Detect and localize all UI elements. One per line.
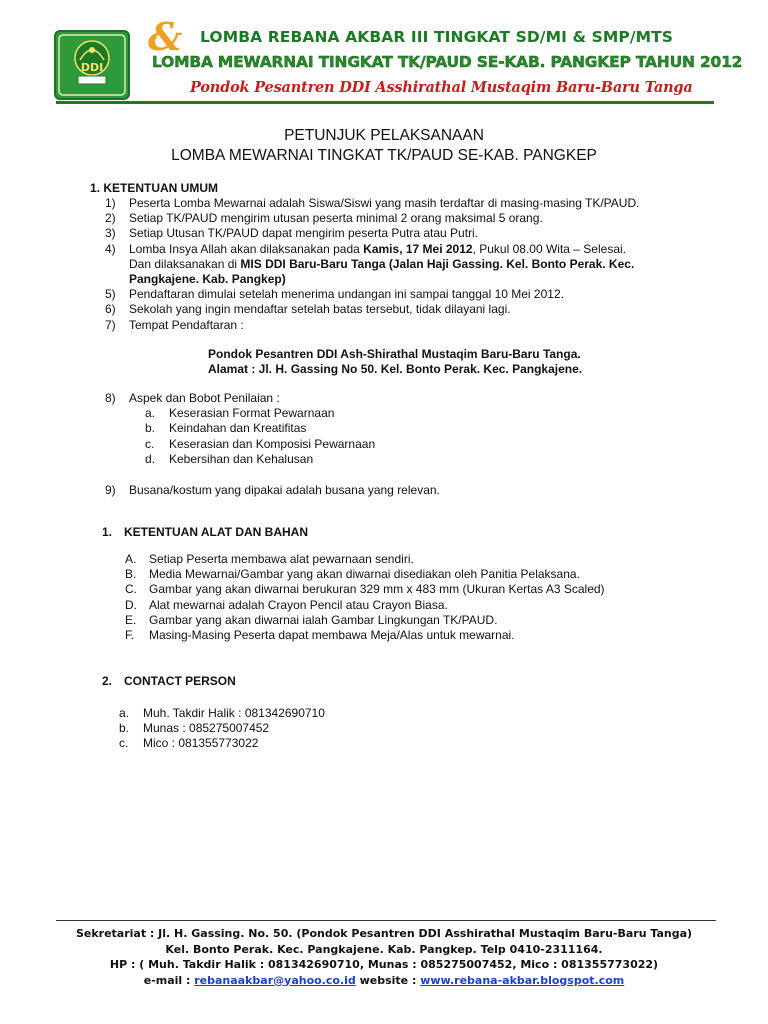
- general-rules-list: [105, 196, 639, 333]
- header-divider: [56, 101, 714, 104]
- list-item: 3) Setiap Utusan TK/PAUD dapat mengirim peserta Putra atau Putri.: [105, 226, 479, 241]
- section-heading-general: 1. KETENTUAN UMUM: [90, 181, 218, 195]
- list-item: 1) Peserta Lomba Mewarnai adalah Siswa/Siswi yang masih terdaftar di masing-masing TK/PAUD.: [105, 196, 640, 210]
- list-item-continuation: Pangkajene. Kab. Pangkep): [129, 272, 286, 287]
- list-item: 5) Pendaftaran dimulai setelah menerima undangan ini sampai tanggal 10 Mei 2012.: [105, 287, 564, 302]
- list-item: 2) Setiap TK/PAUD mengirim utusan peserta minimal 2 orang maksimal 5 orang.: [105, 211, 543, 226]
- contact-item: a. Muh. Takdir Halik : 081342690710: [119, 706, 325, 720]
- list-item: D. Alat mewarnai adalah Crayon Pencil atau Crayon Biasa.: [125, 597, 448, 612]
- assessment-list: [105, 391, 375, 467]
- list-item: 8) Aspek dan Bobot Penilaian :: [105, 391, 280, 405]
- header-line-1: LOMBA REBANA AKBAR III TINGKAT SD/MI & SMP/MTS: [200, 28, 674, 46]
- letterhead: [0, 0, 768, 110]
- list-item: 6) Sekolah yang ingin mendaftar setelah batas tersebut, tidak dilayani lagi.: [105, 302, 511, 317]
- ddi-logo: [54, 30, 130, 100]
- list-item: C. Gambar yang akan diwarnai berukuran 329 mm x 483 mm (Ukuran Kertas A3 Scaled): [125, 582, 605, 597]
- footer-location: Kel. Bonto Perak. Kec. Pangkajene. Kab. Pangkep. Telp 0410-2311164.: [165, 942, 603, 956]
- logo-text: DDI: [80, 61, 104, 74]
- contact-list: [119, 706, 325, 752]
- list-item: a. Keserasian Format Pewarnaan: [145, 406, 335, 421]
- list-item: 9) Busana/kostum yang dipakai adalah busana yang relevan.: [105, 483, 440, 497]
- footer: [0, 926, 768, 988]
- list-item: A. Setiap Peserta membawa alat pewarnaan sendiri.: [125, 552, 414, 566]
- list-item: 7) Tempat Pendaftaran :: [105, 317, 244, 332]
- contact-item: c. Mico : 081355773022: [119, 736, 259, 751]
- list-item: E. Gambar yang akan diwarnai ialah Gambar Lingkungan TK/PAUD.: [125, 612, 498, 627]
- list-item: c. Keserasian dan Komposisi Pewarnaan: [145, 436, 376, 451]
- registration-place-name: Pondok Pesantren DDI Ash-Shirathal Mustaqim Baru-Baru Tanga.: [208, 347, 581, 361]
- ampersand-mark: &: [148, 14, 183, 59]
- footer-phones: HP : ( Muh. Takdir Halik : 081342690710, Munas : 085275007452, Mico : 081355773022): [109, 958, 659, 971]
- header-line-2: LOMBA MEWARNAI TINGKAT TK/PAUD SE-KAB. PANGKEP TAHUN 2012: [152, 53, 743, 71]
- footer-address: Sekretariat : Jl. H. Gassing. No. 50. (Pondok Pesantren DDI Asshirathal Mustaqim Baru-Baru Tanga): [75, 927, 693, 940]
- registration-place-address: Alamat : Jl. H. Gassing No 50. Kel. Bonto Perak. Kec. Pangkajene.: [208, 362, 583, 376]
- header-line-3: Pondok Pesantren DDI Asshirathal Mustaqim Baru-Baru Tanga: [190, 79, 693, 96]
- section-heading-materials: 1. KETENTUAN ALAT DAN BAHAN: [102, 525, 308, 539]
- list-item: b. Keindahan dan Kreatifitas: [145, 421, 307, 436]
- materials-list: [125, 552, 605, 643]
- list-item: F. Masing-Masing Peserta dapat membawa Meja/Alas untuk mewarnai.: [125, 628, 515, 643]
- document-title: PETUNJUK PELAKSANAAN: [284, 127, 484, 144]
- footer-divider: [56, 920, 716, 921]
- contact-item: b. Munas : 085275007452: [119, 721, 270, 736]
- list-item: d. Kebersihan dan Kehalusan: [145, 451, 314, 466]
- section-heading-contact: 2. CONTACT PERSON: [102, 674, 236, 688]
- list-item: B. Media Mewarnai/Gambar yang akan diwarnai disediakan oleh Panitia Pelaksana.: [125, 567, 580, 582]
- list-item: 4) Lomba Insya Allah akan dilaksanakan pada Kamis, 17 Mei 2012, Pukul 08.00 Wita – Selesai.: [105, 241, 626, 256]
- list-item-continuation: Dan dilaksanakan di MIS DDI Baru-Baru Tanga (Jalan Haji Gassing. Kel. Bonto Perak. Kec.: [129, 256, 635, 271]
- document-subtitle: LOMBA MEWARNAI TINGKAT TK/PAUD SE-KAB. PANGKEP: [171, 147, 597, 164]
- footer-contact-links: e-mail : rebanaakbar@yahoo.co.id website : www.rebana-akbar.blogspot.com: [143, 973, 625, 987]
- email-link[interactable]: rebanaakbar@yahoo.co.id: [194, 973, 356, 987]
- website-link[interactable]: www.rebana-akbar.blogspot.com: [420, 973, 625, 987]
